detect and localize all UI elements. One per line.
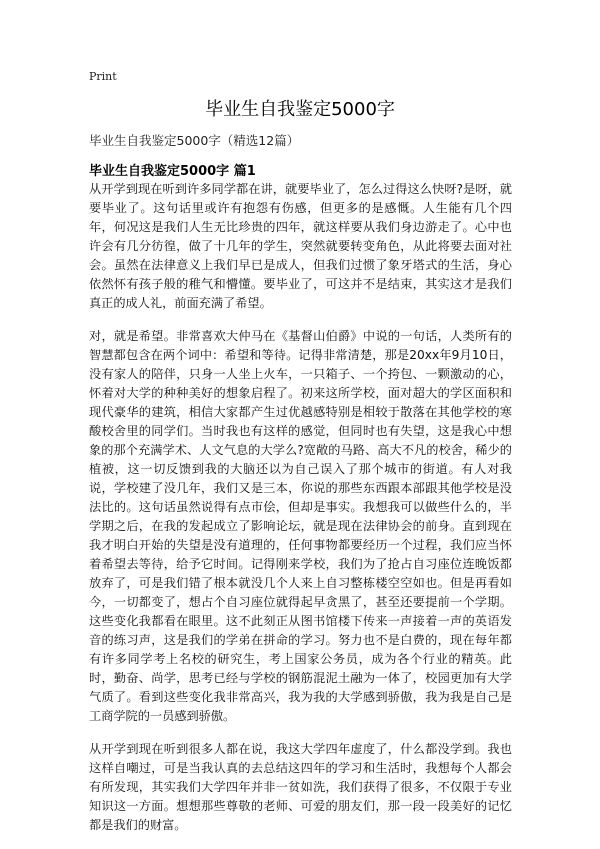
print-link[interactable]: Print <box>89 70 117 83</box>
paragraph-2: 对，就是希望。非常喜欢大仲马在《基督山伯爵》中说的一句话，人类所有的智慧都包含在两个词中：希望和等待。记得非常清楚，那是20xx年9月10日，没有家人的陪伴，只身一人坐上火车，一只箱子、一个挎包、一颗激动的心，怀着对大学的种种美好的想象启程了。初来这所学校，面对超大的学区面积和现代豪华的建筑，相信大家都产生过优越感特别是相较于散落在其他学校的寒酸校舍里的同学们。当时我也有这样的感觉，但同时也有失望，这是我心中想象的那个充满学术、人文气息的大学么?宽敞的马路、高大不凡的校舍，稀少的植被，这一切反馈到我的大脑还以为自己误入了那个城市的街道。有人对我说，学校建了没几年，我们又是三本，你说的那些东西跟本部跟其他学校是没法比的。这句话虽然说得有点市侩，但却是事实。我想我可以做些什么的，半学期之后，在我的发起成立了影响论坛，就是现在法律协会的前身。直到现在我才明白开始的失望是没有道理的，任何事物都要经历一个过程，我们应当怀着希望去等待，给予它时间。记得刚来学校，我们为了抢占自习座位连晚饭都放弃了，可是我们错了根本就没几个人来上自习整栋楼空空如也。但是再看如今，一切都变了，想占个自习座位就得起早贪黑了，甚至还要提前一个学期。这些变化我都看在眼里。这不此刻正从图书馆楼下传来一声接着一声的英语发音的练习声，这是我们的学弟在拼命的学习。努力也不是白费的，现在每年都有许多同学考上名校的研究生，考上国家公务员，成为各个行业的精英。此时，勤奋、尚学，思考已经与学校的钢筋混泥土融为一体了，校园更加有大学气质了。看到这些变化我非常高兴，我为我的大学感到骄傲，我为我是自己是工商学院的一员感到骄傲。 <box>89 329 512 723</box>
page-title: 毕业生自我鉴定5000字 <box>205 99 395 120</box>
document-subtitle: 毕业生自我鉴定5000字（精选12篇） <box>89 133 300 148</box>
section-heading: 毕业生自我鉴定5000字 篇1 <box>89 164 256 179</box>
paragraph-3: 从开学到现在听到很多人都在说，我这大学四年虚度了，什么都没学到。我也这样自嘲过，可是当我认真的去总结这四年的学习和生活时，我想每个人都会有所发现，其实我们大学四年并非一贫如洗，我们获得了很多，不仅限于专业知识这一方面。想想那些尊敬的老师、可爱的朋友们，那一段一段美好的记忆都是我们的财富。 <box>89 742 512 832</box>
article-body <box>89 180 512 849</box>
paragraph-1: 从开学到现在听到许多同学都在讲，就要毕业了，怎么过得这么快呀?是呀，就要毕业了。这句话里或许有抱怨有伤感，但更多的是感慨。人生能有几个四年，何况这是我们人生无比珍贵的四年，就这样要从我们身边游走了。心中也许会有几分彷徨，做了十几年的学生，突然就要转变角色，从此将要去面对社会。虽然在法律意义上我们早已是成人，但我们过惯了象牙塔式的生活，身心依然怀有孩子般的稚气和懵懂。要毕业了，可这并不是结束，其实这才是我们真正的成人礼，前面充满了希望。 <box>89 182 512 310</box>
